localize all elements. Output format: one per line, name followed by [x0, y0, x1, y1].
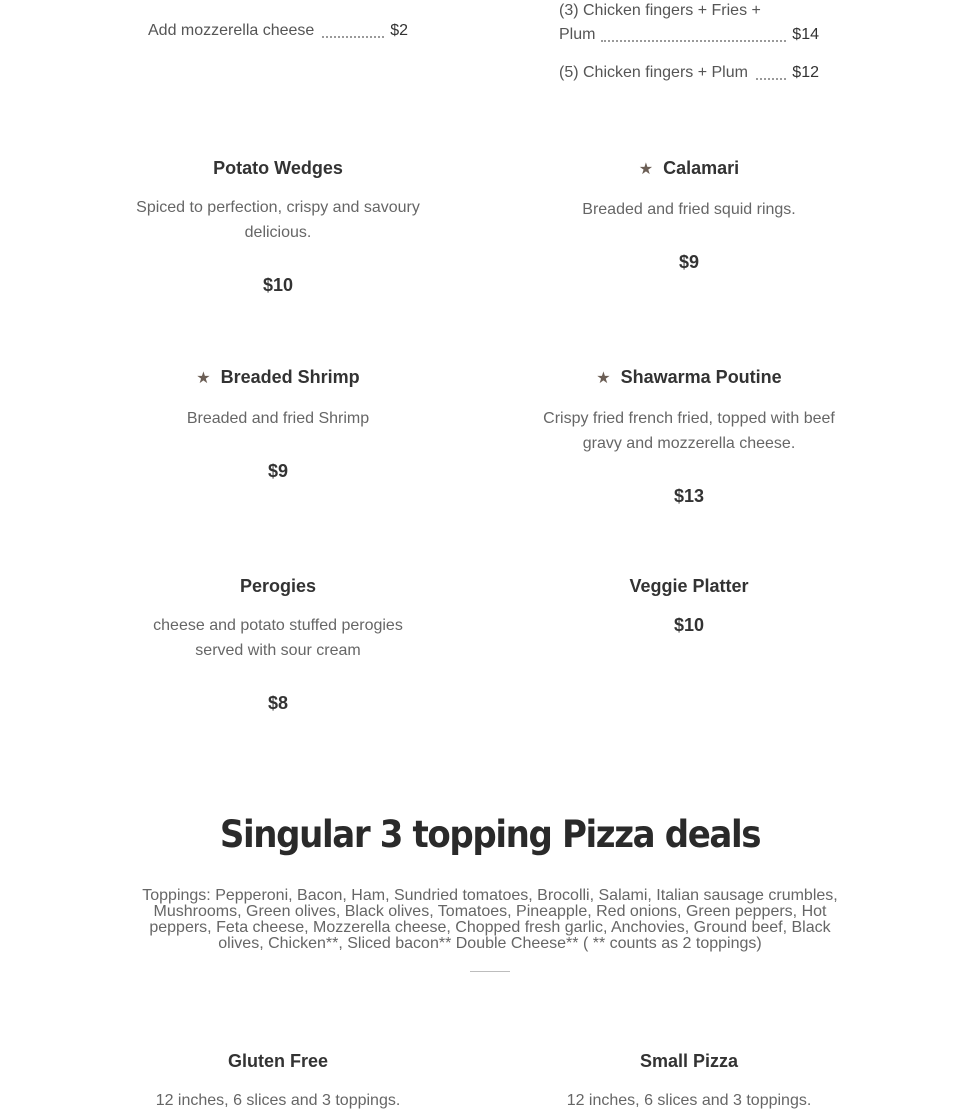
item-price: $8 — [267, 693, 289, 713]
menu-item-breaded-shrimp — [128, 366, 428, 482]
extra-name: Add mozzerella cheese — [148, 22, 315, 39]
item-description: Breaded and fried Shrimp — [186, 410, 370, 427]
item-description: cheese and potato stuffed perogies served with sour cream — [153, 617, 403, 659]
menu-item-gluten-free — [128, 1050, 428, 1113]
item-title — [539, 157, 839, 181]
item-title: Potato Wedges — [213, 158, 343, 178]
item-title: Gluten Free — [227, 1051, 329, 1071]
section-title: Singular 3 topping Pizza deals — [219, 813, 761, 856]
extra-name: (5) Chicken fingers + Plum — [559, 64, 748, 81]
item-title-text: Calamari — [663, 158, 740, 178]
item-price: $10 — [673, 615, 705, 635]
extra-name-line1: (3) Chicken fingers + Fries + — [559, 2, 761, 19]
item-description: 12 inches, 6 slices and 3 toppings. — [155, 1092, 401, 1109]
item-title-text: Shawarma Poutine — [620, 367, 782, 387]
menu-item-potato-wedges — [128, 157, 428, 296]
star-icon: ★ — [196, 370, 211, 387]
menu-item-shawarma-poutine — [539, 366, 839, 507]
extra-name-line2: Plum — [559, 26, 596, 43]
dotted-leader — [322, 36, 384, 38]
item-price: $13 — [673, 486, 705, 506]
item-title — [539, 366, 839, 390]
section-divider — [470, 971, 510, 972]
menu-item-veggie-platter — [539, 575, 839, 636]
extra-chicken-5-line — [559, 61, 819, 85]
item-price: $9 — [678, 252, 700, 272]
toppings-list: Toppings: Pepperoni, Bacon, Ham, Sundried tomatoes, Brocolli, Salami, Italian sausage crumbles, Mushrooms, Green olives, Black olives, Tomatoes, Pineapple, Red onions, Green peppers, Hot peppers, Feta cheese, Mozzerella cheese, Chopped fresh garlic, Anchovies, Ground beef, Black olives, Chicken**, Sliced bacon** Double Cheese** ( ** counts as 2 toppings) — [142, 887, 838, 952]
item-description: Breaded and fried squid rings. — [582, 201, 796, 218]
extra-price: $14 — [792, 26, 819, 43]
star-icon: ★ — [596, 370, 611, 387]
menu-item-small-pizza — [539, 1050, 839, 1113]
item-price: $9 — [267, 461, 289, 481]
menu-item-calamari — [539, 157, 839, 273]
item-description: Crispy fried french fried, topped with beef gravy and mozzerella cheese. — [543, 410, 835, 452]
star-icon: ★ — [638, 161, 654, 178]
item-title-text: Breaded Shrimp — [220, 367, 360, 387]
dotted-leader — [601, 40, 786, 42]
extra-chicken-3-line — [559, 0, 819, 47]
dotted-leader — [756, 78, 786, 80]
item-title: Veggie Platter — [629, 576, 749, 596]
extra-price: $2 — [390, 22, 408, 39]
extra-price: $12 — [792, 64, 819, 81]
item-title: Perogies — [239, 576, 317, 596]
extra-mozzarella-line — [148, 19, 408, 43]
item-description: 12 inches, 6 slices and 3 toppings. — [566, 1092, 812, 1109]
item-title — [128, 366, 428, 390]
item-title: Small Pizza — [639, 1051, 739, 1071]
menu-item-perogies — [128, 575, 428, 714]
item-price: $10 — [262, 275, 294, 295]
item-description: Spiced to perfection, crispy and savoury delicious. — [136, 199, 420, 241]
